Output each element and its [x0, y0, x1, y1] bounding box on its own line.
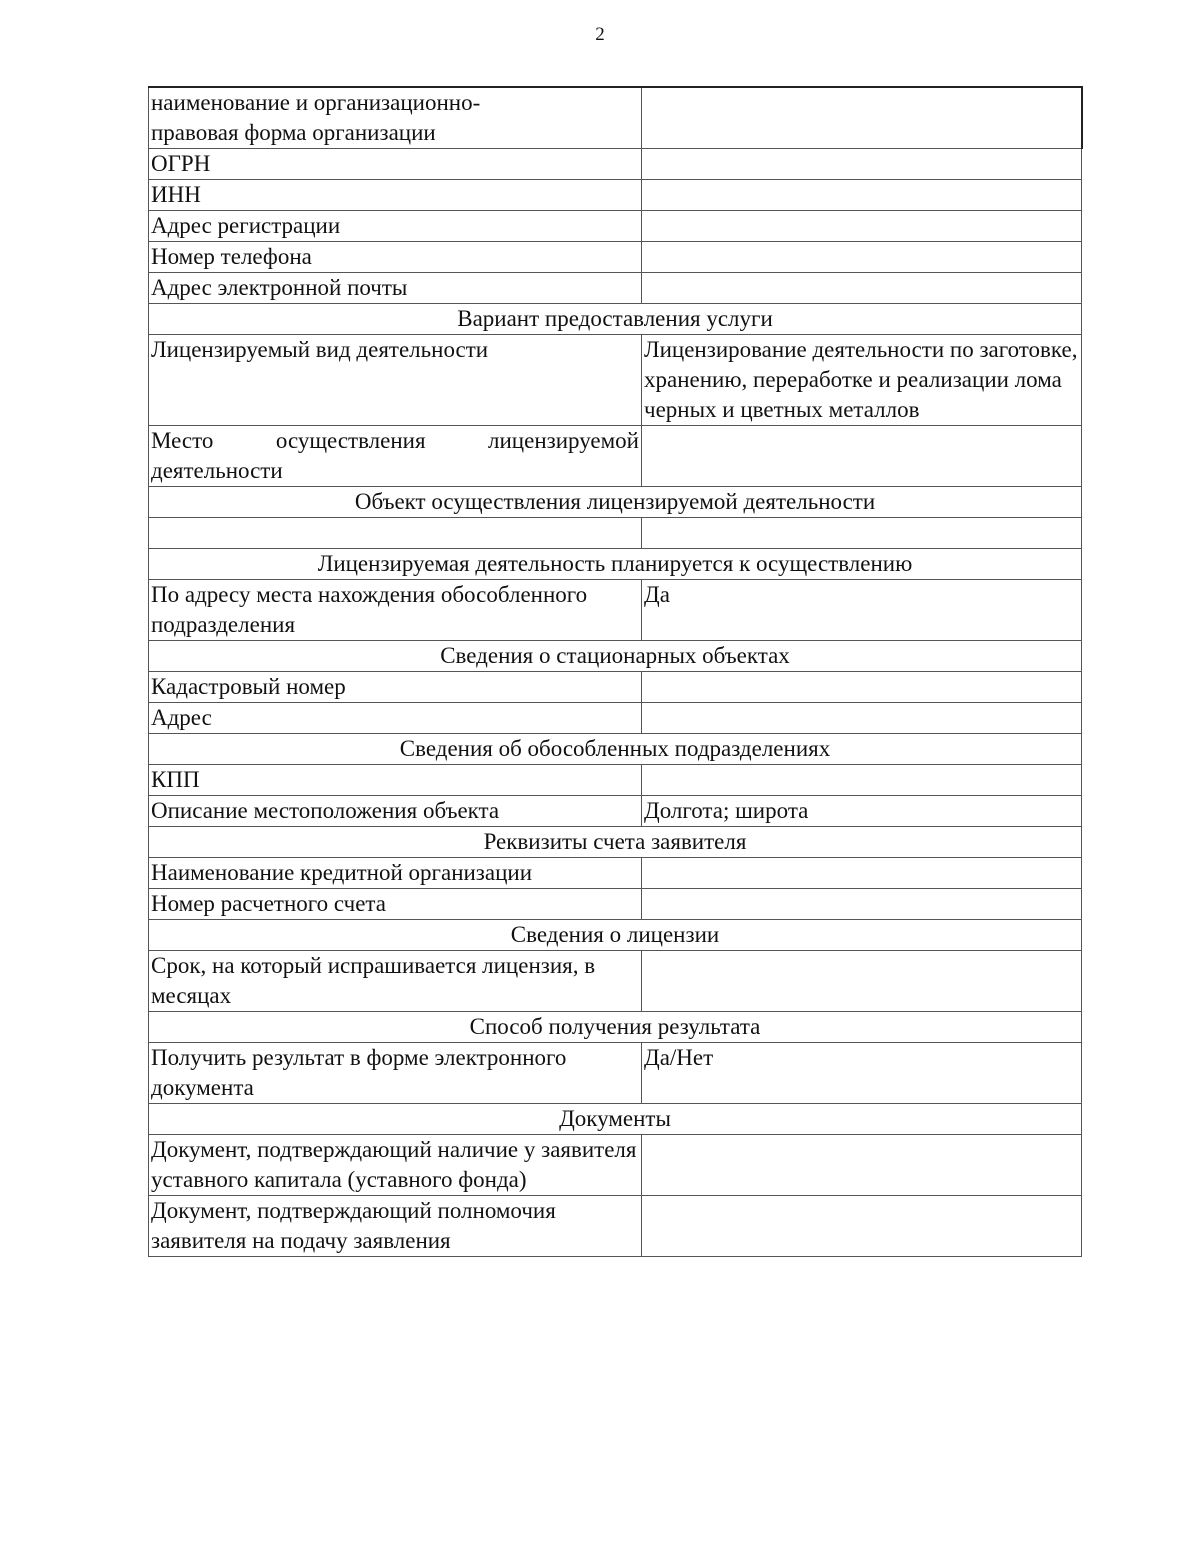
doc-authority-label: Документ, подтверждающий полномочия заявителя на подачу заявления: [149, 1196, 642, 1257]
kpp-value: [642, 765, 1082, 796]
section-heading-documents: Документы: [149, 1104, 1082, 1135]
table-row-empty: [149, 518, 1082, 549]
reg-address-value: [642, 211, 1082, 242]
table-row-inn: [149, 180, 1082, 211]
licensed-activity-label: Лицензируемый вид деятельности: [149, 335, 642, 426]
section-row-planned: [149, 549, 1082, 580]
electronic-result-label: Получить результат в форме электронного документа: [149, 1043, 642, 1104]
activity-place-label: Место осуществления лицензируемой деятельности: [149, 426, 642, 487]
table-row-location: [149, 796, 1082, 827]
branch-address-value: Да: [642, 580, 1082, 641]
org-name-value: [642, 87, 1082, 149]
table-row-branch-address: [149, 580, 1082, 641]
table-row-account-number: [149, 889, 1082, 920]
section-heading-branches: Сведения об обособленных подразделениях: [149, 734, 1082, 765]
inn-value: [642, 180, 1082, 211]
application-form-table: [148, 86, 1083, 1257]
table-row-email: [149, 273, 1082, 304]
ogrn-label: ОГРН: [149, 149, 642, 180]
email-value: [642, 273, 1082, 304]
address-value: [642, 703, 1082, 734]
doc-capital-label: Документ, подтверждающий наличие у заявителя уставного капитала (уставного фонда): [149, 1135, 642, 1196]
section-heading-account: Реквизиты счета заявителя: [149, 827, 1082, 858]
table-row-doc-authority: [149, 1196, 1082, 1257]
section-row-object: [149, 487, 1082, 518]
section-row-documents: [149, 1104, 1082, 1135]
table-row-licensed-activity: [149, 335, 1082, 426]
empty-cell-right: [642, 518, 1082, 549]
table-row-cadastral: [149, 672, 1082, 703]
doc-capital-value: [642, 1135, 1082, 1196]
reg-address-label: Адрес регистрации: [149, 211, 642, 242]
ogrn-value: [642, 149, 1082, 180]
doc-authority-value: [642, 1196, 1082, 1257]
section-row-variant: [149, 304, 1082, 335]
activity-place-value: [642, 426, 1082, 487]
section-row-result: [149, 1012, 1082, 1043]
account-number-label: Номер расчетного счета: [149, 889, 642, 920]
location-value: Долгота; широта: [642, 796, 1082, 827]
table-row-activity-place: [149, 426, 1082, 487]
address-label: Адрес: [149, 703, 642, 734]
table-row-org-name: [149, 87, 1082, 149]
section-heading-object: Объект осуществления лицензируемой деятельности: [149, 487, 1082, 518]
section-heading-variant: Вариант предоставления услуги: [149, 304, 1082, 335]
section-heading-result: Способ получения результата: [149, 1012, 1082, 1043]
license-term-value: [642, 951, 1082, 1012]
section-row-license: [149, 920, 1082, 951]
table-row-kpp: [149, 765, 1082, 796]
table-row-ogrn: [149, 149, 1082, 180]
section-row-stationary: [149, 641, 1082, 672]
licensed-activity-value: Лицензирование деятельности по заготовке, хранению, переработке и реализации лома черных и цветных металлов: [642, 335, 1082, 426]
table-row-doc-capital: [149, 1135, 1082, 1196]
inn-label: ИНН: [149, 180, 642, 211]
cadastral-value: [642, 672, 1082, 703]
license-term-label: Срок, на который испрашивается лицензия, в месяцах: [149, 951, 642, 1012]
cadastral-label: Кадастровый номер: [149, 672, 642, 703]
empty-cell-left: [149, 518, 642, 549]
section-row-account: [149, 827, 1082, 858]
table-row-reg-address: [149, 211, 1082, 242]
location-label: Описание местоположения объекта: [149, 796, 642, 827]
section-heading-license: Сведения о лицензии: [149, 920, 1082, 951]
section-heading-stationary: Сведения о стационарных объектах: [149, 641, 1082, 672]
phone-label: Номер телефона: [149, 242, 642, 273]
table-row-bank-name: [149, 858, 1082, 889]
account-number-value: [642, 889, 1082, 920]
table-row-address: [149, 703, 1082, 734]
branch-address-label: По адресу места нахождения обособленного подразделения: [149, 580, 642, 641]
table-row-phone: [149, 242, 1082, 273]
table-row-electronic-result: [149, 1043, 1082, 1104]
org-name-label: наименование и организационно- правовая форма организации: [149, 87, 642, 149]
section-heading-planned: Лицензируемая деятельность планируется к осуществлению: [149, 549, 1082, 580]
page-number: 2: [595, 24, 605, 45]
bank-name-label: Наименование кредитной организации: [149, 858, 642, 889]
bank-name-value: [642, 858, 1082, 889]
electronic-result-value: Да/Нет: [642, 1043, 1082, 1104]
section-row-branches: [149, 734, 1082, 765]
kpp-label: КПП: [149, 765, 642, 796]
email-label: Адрес электронной почты: [149, 273, 642, 304]
table-row-license-term: [149, 951, 1082, 1012]
phone-value: [642, 242, 1082, 273]
